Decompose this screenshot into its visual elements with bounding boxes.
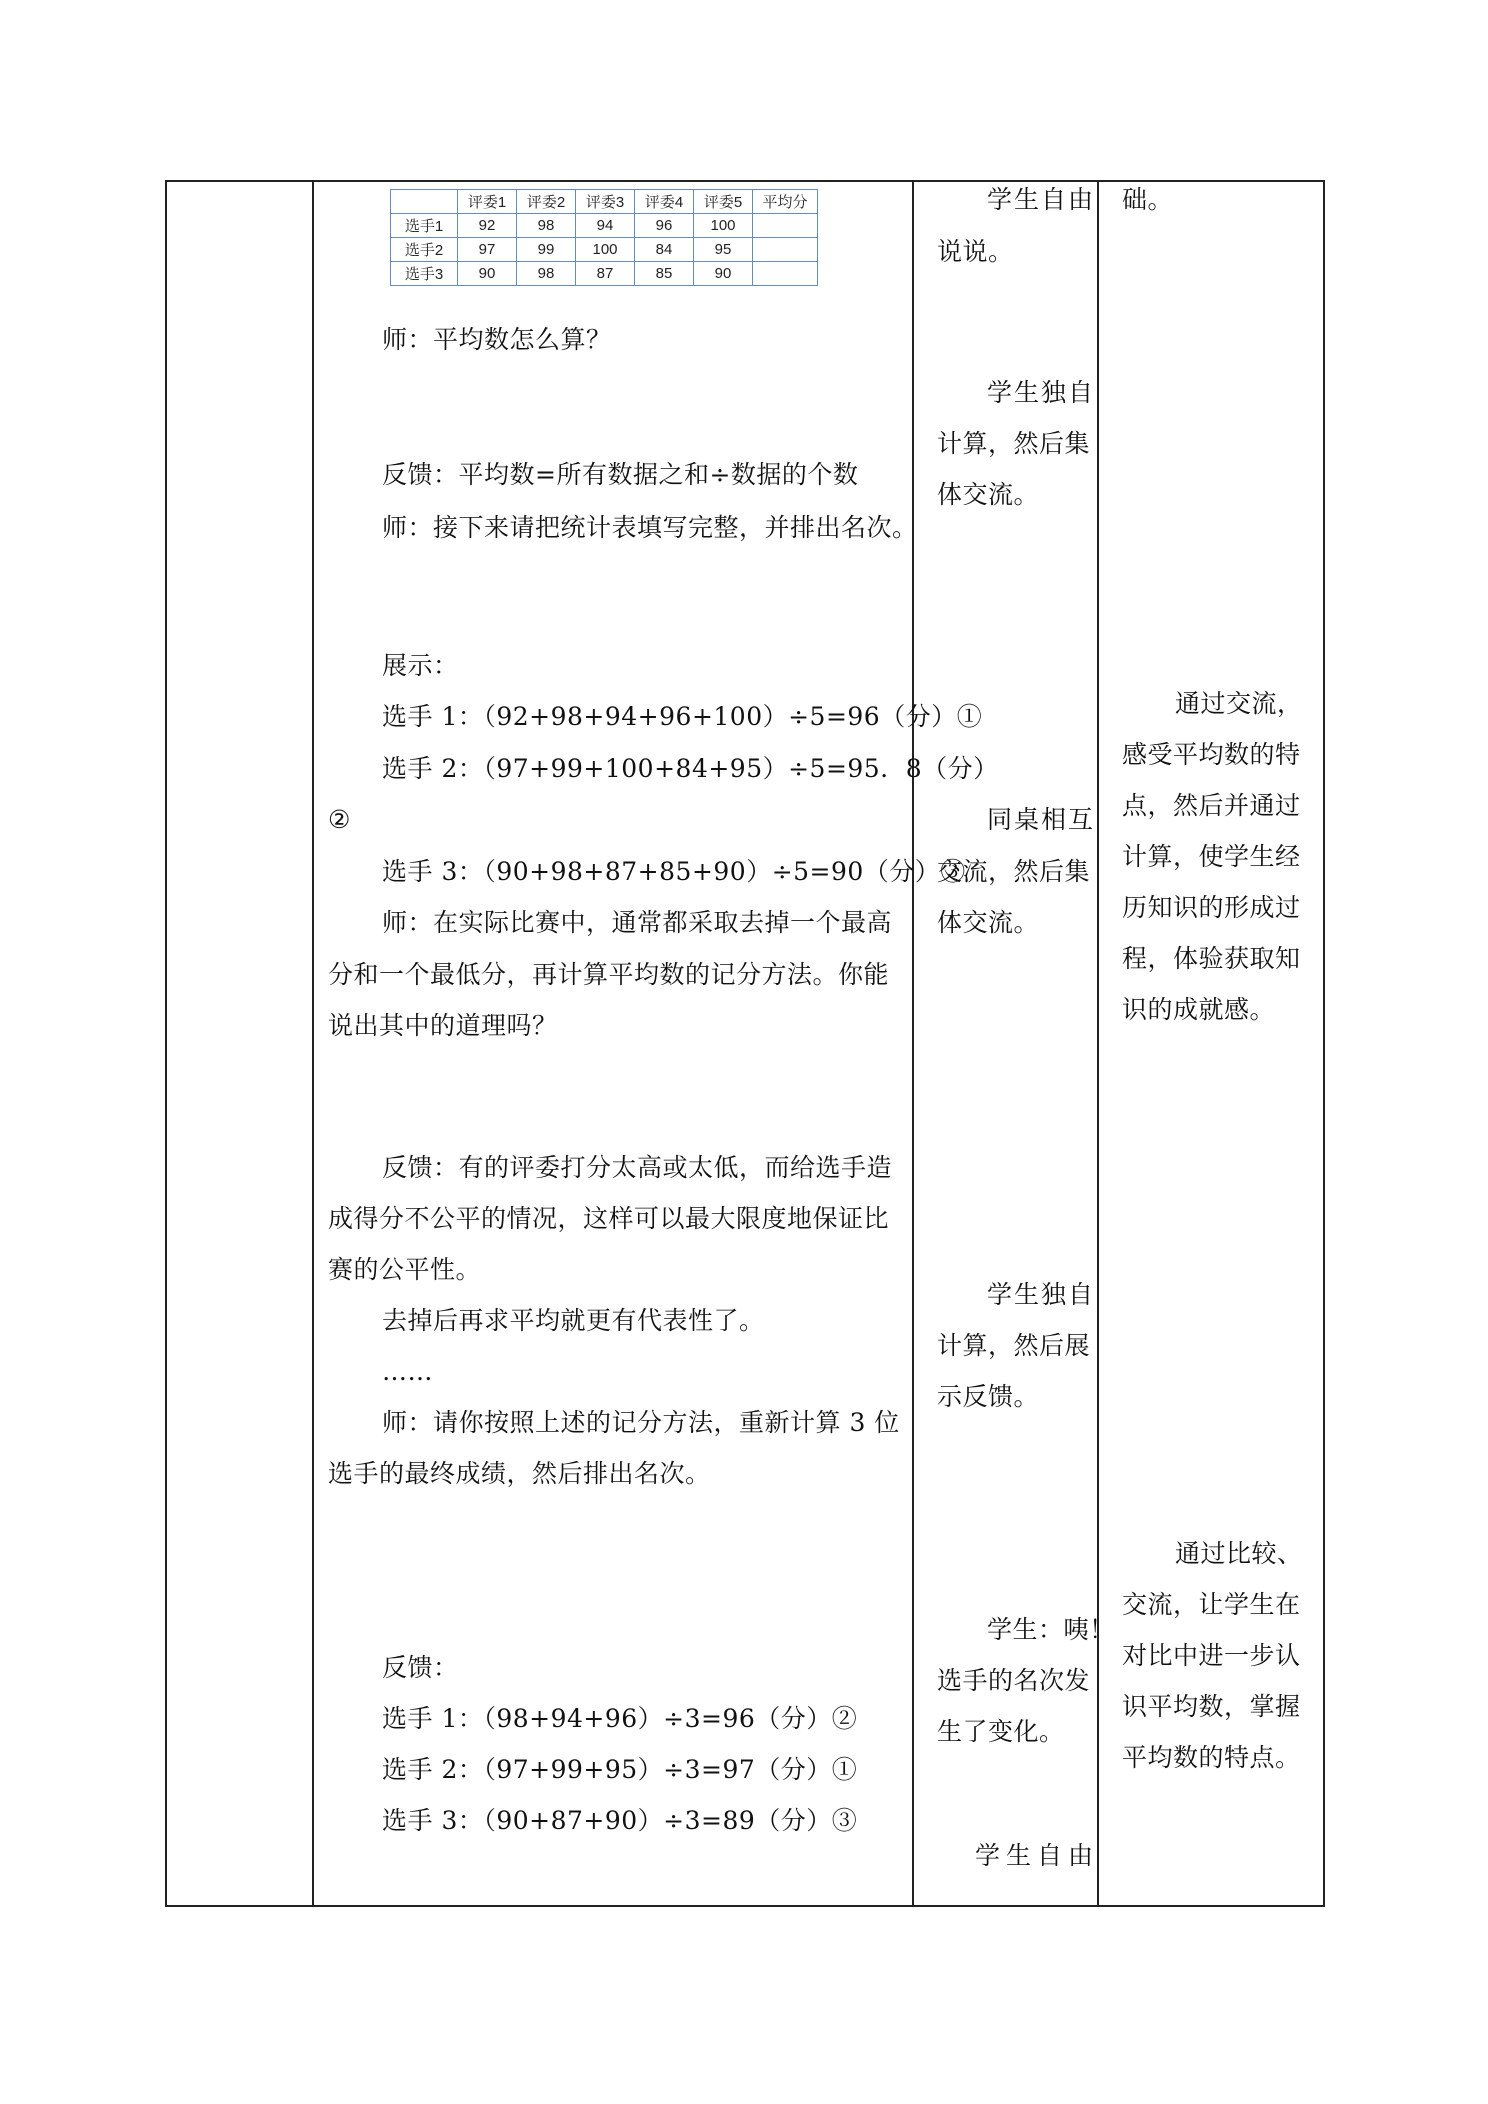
- paragraph-line: 通过交流，: [1175, 689, 1303, 718]
- paragraph-line: 说出其中的道理吗？: [328, 1011, 558, 1040]
- table-cell: 选手3: [391, 262, 458, 286]
- paragraph-line: 学生自由: [975, 1841, 1100, 1870]
- paragraph-line: 赛的公平性。: [328, 1255, 482, 1284]
- paragraph-line: 计算，然后展: [937, 1331, 1091, 1360]
- paragraph-line: 计算，然后集: [937, 429, 1091, 458]
- paragraph-line: 生了变化。: [937, 1717, 1065, 1746]
- paragraph-line: 感受平均数的特: [1122, 740, 1301, 769]
- header-cell: 评委2: [517, 190, 576, 214]
- paragraph-line: 成得分不公平的情况，这样可以最大限度地保证比: [328, 1204, 890, 1233]
- paragraph-line: 识平均数，掌握: [1122, 1692, 1301, 1721]
- paragraph-line: 学生独自: [987, 1280, 1096, 1309]
- paragraph-line: 选手 1：（92+98+94+96+100）÷5=96（分）①: [382, 702, 983, 731]
- table-cell: 92: [458, 214, 517, 238]
- table-row: [391, 214, 818, 238]
- paragraph-line: 去掉后再求平均就更有代表性了。: [382, 1306, 765, 1335]
- paragraph-line: 交流，让学生在: [1122, 1590, 1301, 1619]
- score-table: [390, 189, 818, 286]
- paragraph-line: 选手 1：（98+94+96）÷3=96（分）②: [382, 1704, 858, 1733]
- table-cell: 100: [576, 238, 635, 262]
- paragraph-line: 选手 3：（90+98+87+85+90）÷5=90（分）③: [382, 857, 966, 886]
- paragraph-line: 计算，使学生经: [1122, 842, 1301, 871]
- header-cell: 评委5: [694, 190, 753, 214]
- table-cell: 85: [635, 262, 694, 286]
- paragraph-line: 学生：咦！: [987, 1615, 1115, 1644]
- paragraph-line: 反馈：有的评委打分太高或太低，而给选手造: [382, 1153, 893, 1182]
- table-cell: 94: [576, 214, 635, 238]
- paragraph-line: 选手 2：（97+99+100+84+95）÷5=95．8（分）: [382, 754, 999, 783]
- table-cell: 100: [694, 214, 753, 238]
- table-cell: 选手2: [391, 238, 458, 262]
- paragraph-line: 同桌相互: [987, 805, 1096, 834]
- paragraph-line: 选手 2：（97+99+95）÷3=97（分）①: [382, 1755, 858, 1784]
- paragraph-line: 反馈：: [382, 1653, 459, 1682]
- table-cell: 97: [458, 238, 517, 262]
- table-cell: 90: [694, 262, 753, 286]
- paragraph-line: 点，然后并通过: [1122, 791, 1301, 820]
- header-cell: 平均分: [753, 190, 818, 214]
- table-cell: 选手1: [391, 214, 458, 238]
- paragraph-line: 展示：: [382, 651, 459, 680]
- column-divider: [912, 180, 914, 1907]
- column-divider: [312, 180, 314, 1907]
- paragraph-line: ②: [328, 805, 351, 834]
- table-cell: [753, 214, 818, 238]
- paragraph-line: 说说。: [937, 237, 1014, 266]
- paragraph-line: 师：接下来请把统计表填写完整，并排出名次。: [382, 513, 918, 542]
- paragraph-line: 对比中进一步认: [1122, 1641, 1301, 1670]
- header-cell: [391, 190, 458, 214]
- table-cell: 98: [517, 262, 576, 286]
- table-row: [391, 238, 818, 262]
- paragraph-line: 反馈：平均数=所有数据之和÷数据的个数: [382, 460, 859, 489]
- table-cell: 99: [517, 238, 576, 262]
- table-cell: 90: [458, 262, 517, 286]
- paragraph-line: ……: [382, 1357, 433, 1386]
- paragraph-line: 师：平均数怎么算？: [382, 325, 612, 354]
- header-cell: 评委4: [635, 190, 694, 214]
- paragraph-line: 选手 3：（90+87+90）÷3=89（分）③: [382, 1806, 858, 1835]
- paragraph-line: 学生自由: [987, 185, 1096, 214]
- paragraph-line: 师：在实际比赛中，通常都采取去掉一个最高: [382, 908, 893, 937]
- paragraph-line: 识的成就感。: [1122, 995, 1276, 1024]
- paragraph-line: 历知识的形成过: [1122, 893, 1301, 922]
- paragraph-line: 学生独自: [987, 378, 1096, 407]
- paragraph-line: 分和一个最低分，再计算平均数的记分方法。你能: [328, 960, 890, 989]
- paragraph-line: 选手的最终成绩，然后排出名次。: [328, 1459, 711, 1488]
- table-cell: 84: [635, 238, 694, 262]
- table-cell: [753, 262, 818, 286]
- table-cell: 98: [517, 214, 576, 238]
- paragraph-line: 体交流。: [937, 480, 1040, 509]
- table-row: [391, 262, 818, 286]
- paragraph-line: 交流，然后集: [937, 857, 1091, 886]
- table-cell: [753, 238, 818, 262]
- table-cell: 87: [576, 262, 635, 286]
- header-cell: 评委1: [458, 190, 517, 214]
- paragraph-line: 示反馈。: [937, 1382, 1040, 1411]
- paragraph-line: 体交流。: [937, 908, 1040, 937]
- paragraph-line: 师：请你按照上述的记分方法，重新计算 3 位: [382, 1408, 900, 1437]
- header-cell: 评委3: [576, 190, 635, 214]
- table-cell: 96: [635, 214, 694, 238]
- paragraph-line: 通过比较、: [1175, 1539, 1303, 1568]
- paragraph-line: 平均数的特点。: [1122, 1743, 1301, 1772]
- paragraph-line: 础。: [1122, 185, 1174, 214]
- table-cell: 95: [694, 238, 753, 262]
- paragraph-line: 选手的名次发: [937, 1666, 1091, 1695]
- paragraph-line: 程，体验获取知: [1122, 944, 1301, 973]
- score-table-header: [391, 190, 818, 214]
